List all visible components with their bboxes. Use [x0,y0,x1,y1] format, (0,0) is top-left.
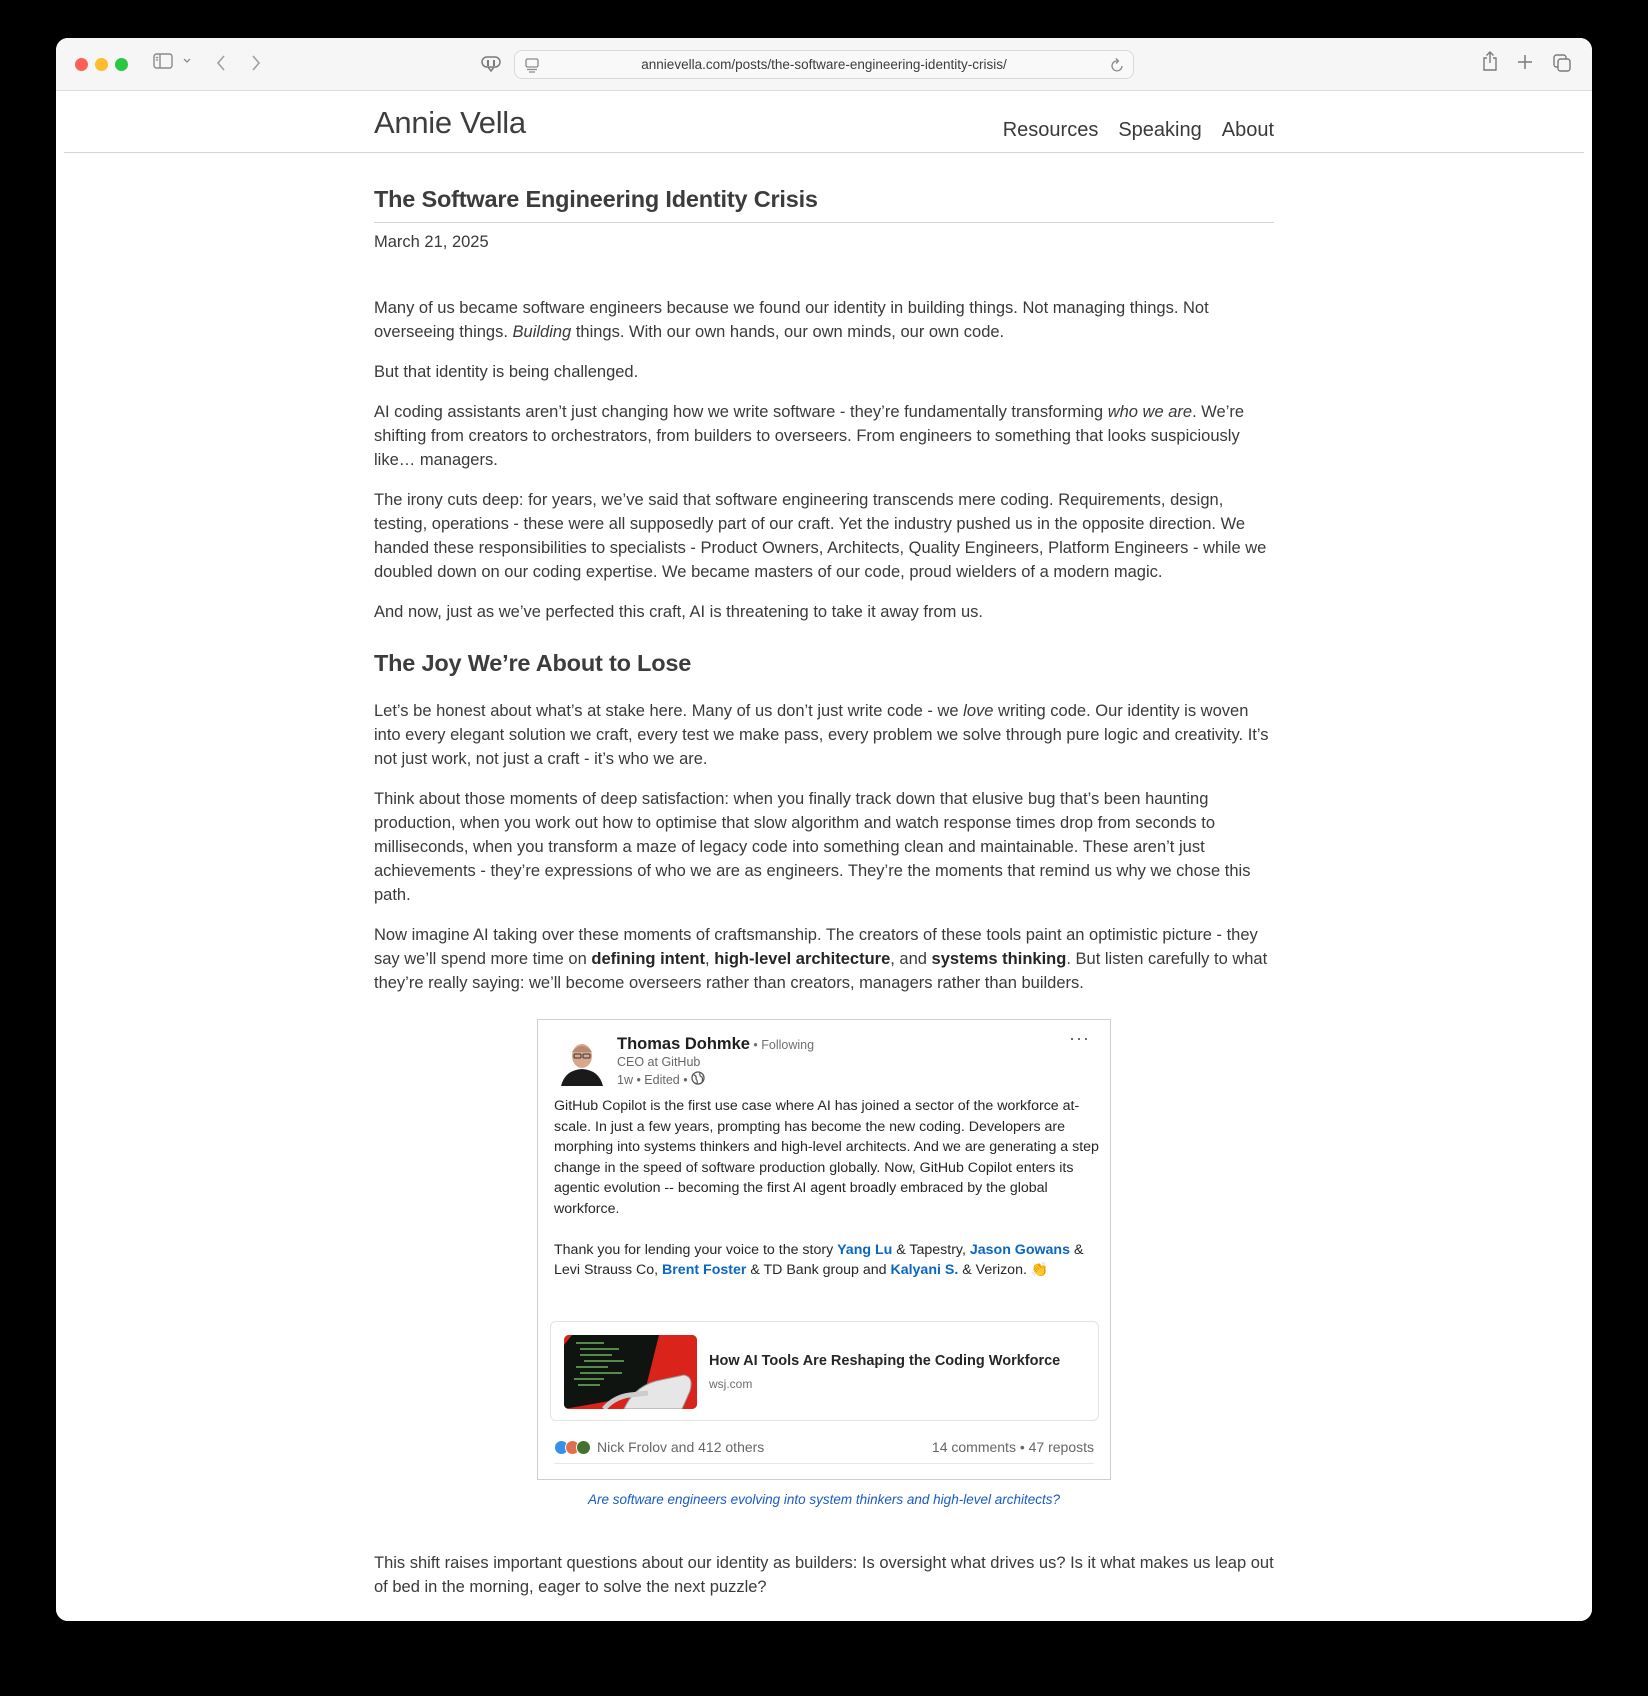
back-arrow-icon[interactable] [215,54,227,72]
author-name: Thomas Dohmke • Following [617,1035,815,1053]
share-icon[interactable] [1481,50,1499,72]
post-meta: 1w • Edited • [617,1071,705,1088]
minimize-window-button[interactable] [95,58,108,71]
nav-speaking[interactable]: Speaking [1118,119,1202,141]
nav-resources[interactable]: Resources [1002,119,1099,141]
site-nav [1003,119,1274,142]
figure-caption: Are software engineers evolving into system thinkers and high-level architects? [588,1492,1060,1507]
article-source: wsj.com [709,1377,753,1391]
paragraph: The irony cuts deep: for years, we’ve said that software engineering transcends mere coding. Requirements, design, testing, operations - these were all supposedly part of our craft. Yet the industry pushed us in the opposite direction. We handed these responsibilities to specialists - Product Owners, Architects, Quality Engineers, Platform Engineers - while we doubled down on our coding expertise. We became masters of our code, proud wielders of a modern magic. [374,491,1267,581]
reader-privacy-icon[interactable] [480,55,502,73]
post-text: GitHub Copilot is the first use case where AI has joined a sector of the workforce at-scale. In just a few years, prompting has become the new coding. Developers are morphing into systems thinkers and high-level architects. And we are generating a step change in the speed of software production globally. Now, GitHub Copilot enters its agentic evolution -- becoming the first AI agent broadly embraced by the global workforce. Thank you for lending your voice to the story Yang Lu & Tapestry, Jason Gowans & Levi Strauss Co, Brent Foster & TD Bank group and Kalyani S. & Verizon. 👏 [554,1098,1099,1278]
forward-arrow-icon[interactable] [250,54,262,72]
paragraph: AI coding assistants aren’t just changing how we write software - they’re fundamentally transforming who we are. We’re shifting from creators to orchestrators, from builders to overseers. From engineers to something that looks suspiciously like… managers. [374,403,1245,469]
site-header [64,91,1584,153]
paragraph: Many of us became software engineers because we found our identity in building things. Not managing things. Not overseeing things. Building things. With our own hands, our own minds, our own code. [374,299,1209,341]
post-stats: 14 comments • 47 reposts [931,1439,1094,1455]
more-options-icon: ··· [1069,1028,1090,1048]
close-window-button[interactable] [75,58,88,71]
paragraph: Think about those moments of deep satisfaction: when you finally track down that elusive bug that’s been haunting production, when you work out how to optimise that slow algorithm and watch response times drop from seconds to milliseconds, when you transform a maze of legacy code into something clean and maintainable. These aren’t just achievements - they’re expressions of who we are as engineers. They’re the moments that remind us why we chose this path. [374,790,1251,904]
author-role: CEO at GitHub [617,1055,701,1069]
shared-article-card [550,1321,1099,1421]
reload-icon[interactable] [1110,57,1125,78]
section-heading: The Joy We’re About to Lose [374,650,692,676]
paragraph: But that identity is being challenged. [374,363,639,381]
paragraph: And now, just as we’ve perfected this craft, AI is threatening to take it away from us. [374,603,983,621]
post-date: March 21, 2025 [374,233,489,251]
url-text[interactable]: annievella.com/posts/the-software-engineering-identity-crisis/ [641,57,1007,72]
nav-about[interactable]: About [1221,119,1274,141]
page-content [56,91,1592,1621]
browser-window [56,38,1592,1621]
post-body [374,296,1274,1599]
browser-toolbar [56,38,1592,91]
paragraph: This shift raises important questions about our identity as builders: Is oversight what drives us? Is it what makes us leap out of bed in the morning, eager to solve the next puzzle? [374,1554,1274,1596]
zoom-window-button[interactable] [115,58,128,71]
site-title-link[interactable]: Annie Vella [374,105,526,140]
linkedin-post-screenshot [537,1019,1111,1480]
linkedin-post-figure [374,1019,1274,1507]
article [374,186,1274,1615]
new-tab-icon[interactable] [1517,54,1533,70]
address-bar[interactable] [514,50,1134,79]
author-avatar [559,1038,605,1086]
paragraph: Now imagine AI taking over these moments of craftsmanship. The creators of these tools paint an optimistic picture - they say we’ll spend more time on defining intent, high-level architecture, and systems thinking. But listen carefully to what they’re really saying: we’ll become overseers rather than creators, managers rather than builders. [374,926,1268,992]
paragraph: Let’s be honest about what’s at stake here. Many of us don’t just write code - we love writing code. Our identity is woven into every elegant solution we craft, every test we make pass, every problem we solve through pure logic and creativity. It’s not just work, not just a craft - it’s who we are. [374,702,1269,768]
chevron-down-icon[interactable] [182,57,192,65]
post-title: The Software Engineering Identity Crisis [374,186,1274,223]
globe-icon [691,1071,705,1088]
reactions: Nick Frolov and 412 others [554,1439,764,1455]
post-footer [554,1434,1094,1464]
sidebar-toggle-icon[interactable] [153,53,173,69]
article-title: How AI Tools Are Reshaping the Coding Workforce [709,1353,1061,1369]
support-reaction-icon [576,1440,591,1455]
article-thumbnail [564,1335,697,1409]
tab-overview-icon[interactable] [1552,53,1572,73]
